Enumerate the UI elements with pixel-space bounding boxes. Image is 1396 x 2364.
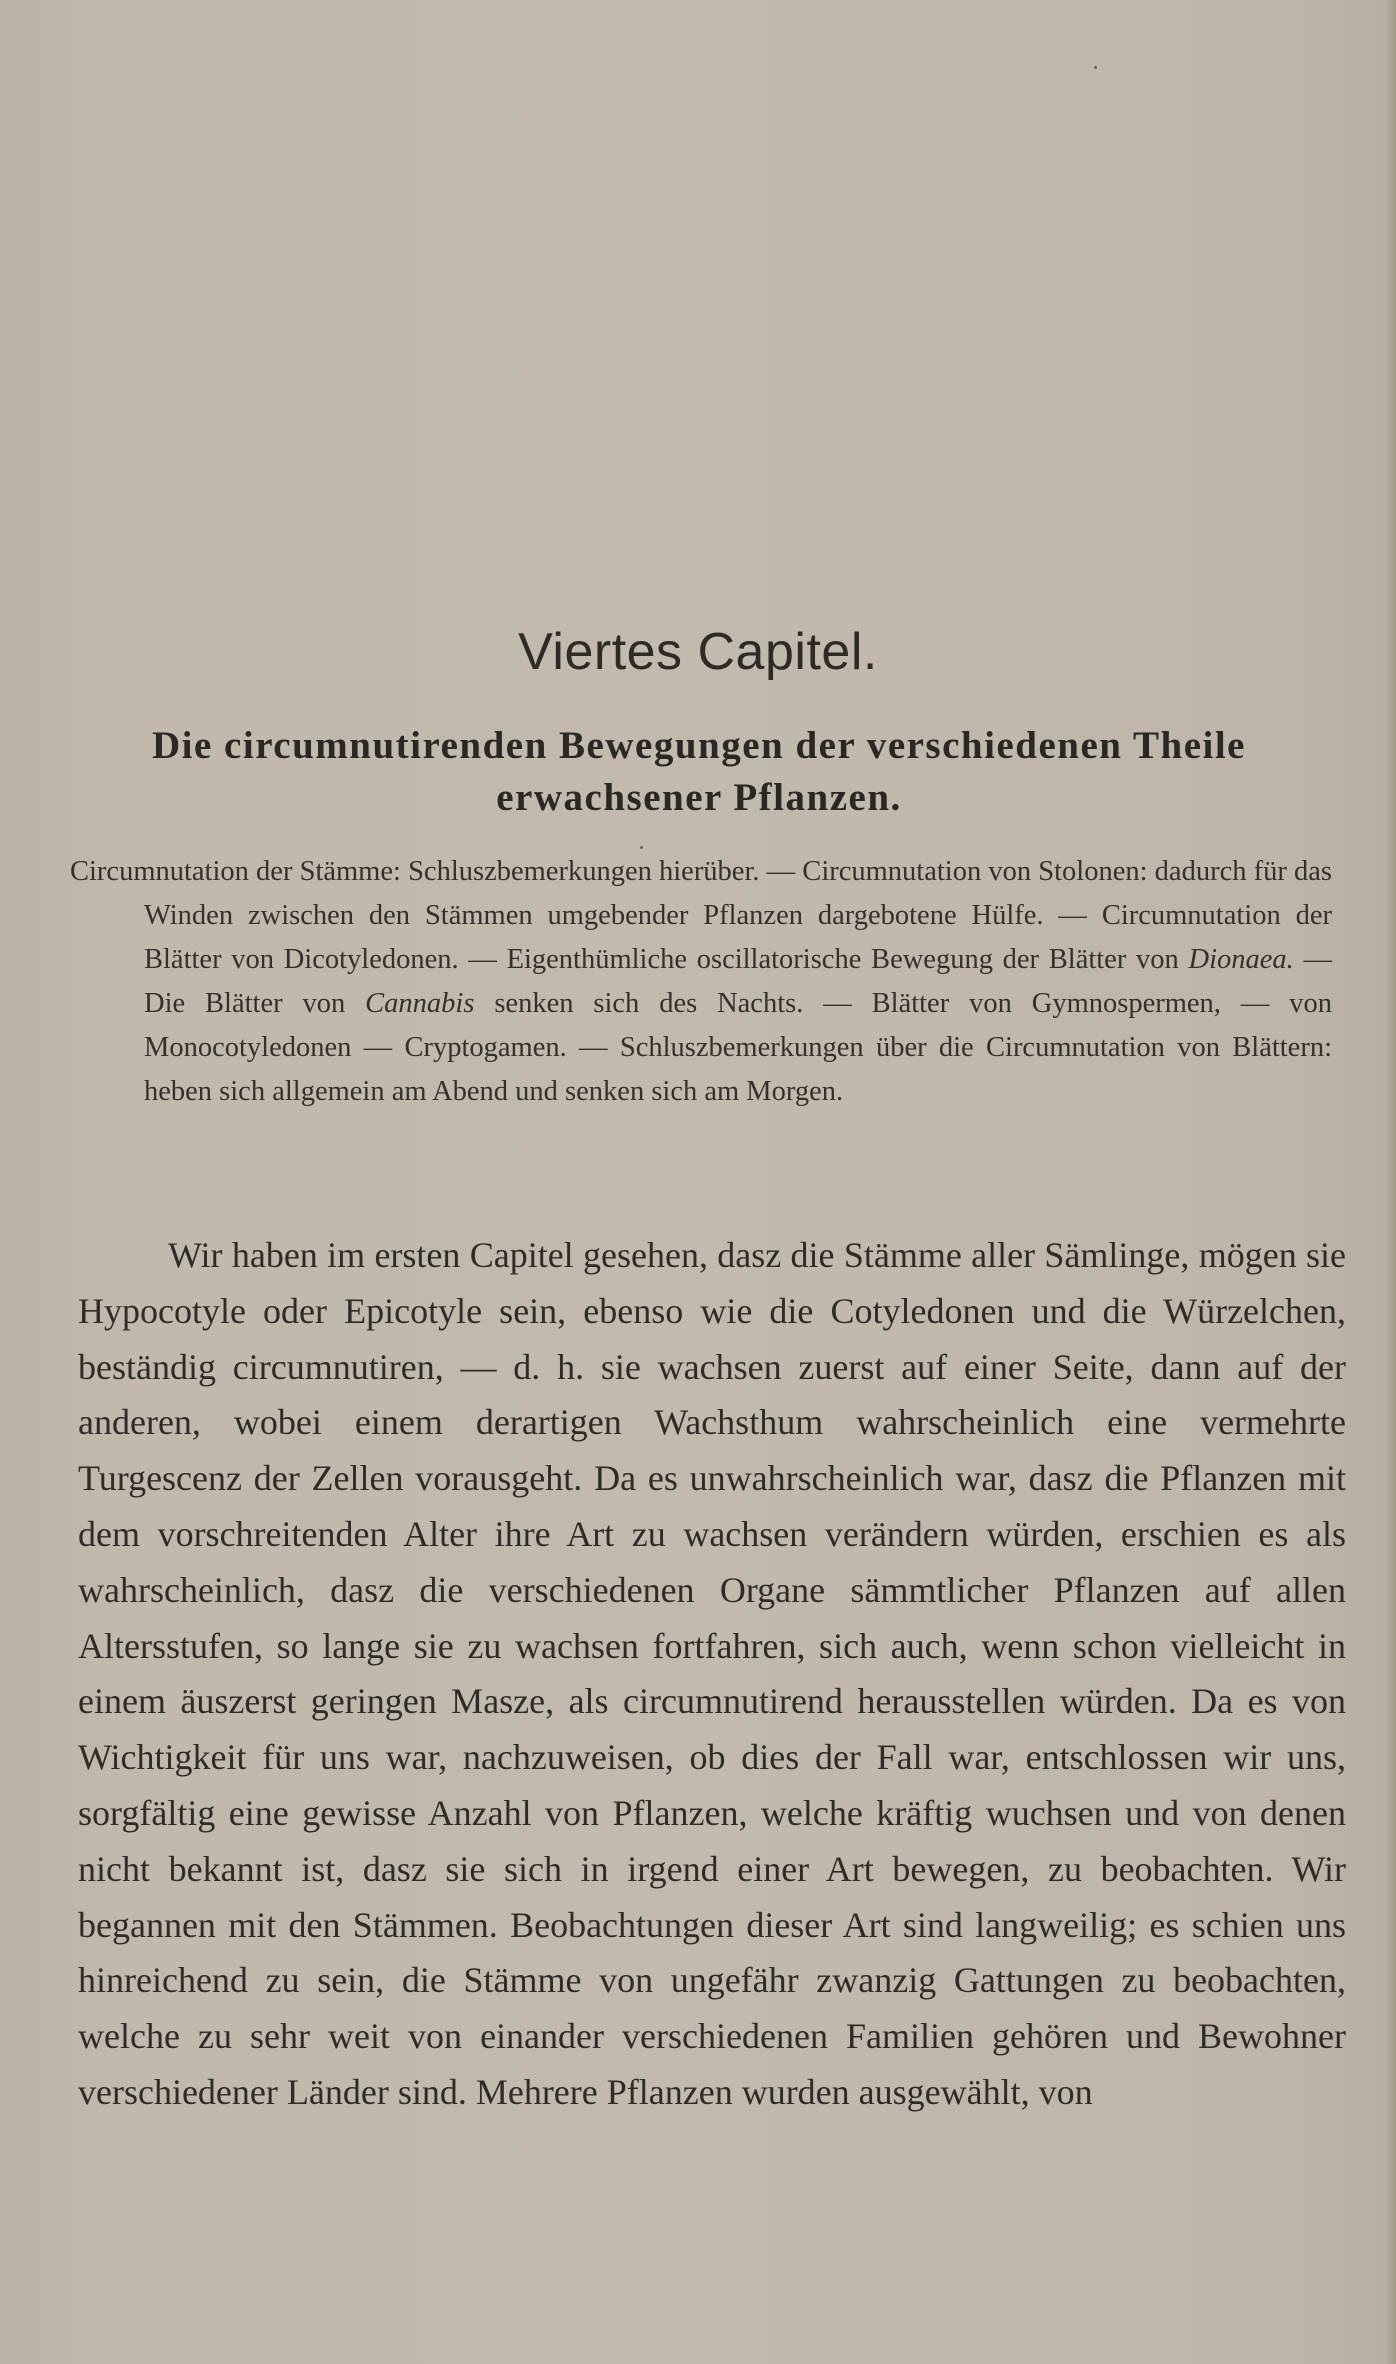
paper-speck (1094, 66, 1097, 69)
page-edge-shadow (1386, 0, 1396, 2364)
body-paragraph: Wir haben im ersten Capitel gesehen, dasz die Stämme aller Sämlinge, mögen sie Hypocotyle oder Epicotyle sein, ebenso wie die Cotyledonen und die Würzelchen, beständig circumnutiren, — d. h. sie wachsen zuerst auf einer Seite, dann auf der anderen, wobei einem derartigen Wachsthum wahrscheinlich eine vermehrte Turgescenz der Zellen vorausgeht. Da es unwahrscheinlich war, dasz die Pflanzen mit dem vorschreitenden Alter ihre Art zu wachsen verändern würden, erschien es als wahrscheinlich, dasz die verschiedenen Organe sämmtlicher Pflanzen auf allen Altersstufen, so lange sie zu wachsen fortfahren, sich auch, wenn schon vielleicht in einem äuszerst geringen Masze, als circumnutirend herausstellen würden. Da es von Wichtigkeit für uns war, nachzuweisen, ob dies der Fall war, entschlossen wir uns, sorgfältig eine gewisse Anzahl von Pflanzen, welche kräftig wuchsen und von denen nicht bekannt ist, dasz sie sich in irgend einer Art bewegen, zu beobachten. Wir begannen mit den Stämmen. Beobachtungen dieser Art sind langweilig; es schien uns hinreichend zu sein, die Stämme von ungefähr zwanzig Gattungen zu beobachten, welche zu sehr weit von einander verschiedenen Familien gehören und Bewohner verschiedener Länder sind. Mehrere Pflanzen wurden ausgewählt, von (78, 1235, 1346, 2112)
chapter-title: Viertes Capitel. (518, 623, 878, 681)
summary-text-3: senken sich des Nachts. — Blätter von Gymnospermen, — von Monocotyledonen — Cryptogamen. — Schluszbemerkungen über die Circumnutation von Blättern: heben sich allgemein am Abend und senken sich am Morgen. (144, 988, 1332, 1107)
chapter-summary (70, 850, 1332, 1114)
summary-text-2: — Die Blätter von (144, 944, 1332, 1019)
chapter-subtitle: Die circumnutirenden Bewegungen der verschiedenen Theile erwachsener Pflanzen. (151, 724, 1246, 819)
summary-italic-dionaea: Dionaea. (1188, 944, 1294, 975)
summary-italic-cannabis: Cannabis (365, 988, 475, 1019)
paper-speck (640, 846, 643, 849)
summary-text-1: Circumnutation der Stämme: Schluszbemerkungen hierüber. — Circumnutation von Stolonen: dadurch für das Winden zwischen den Stämmen umgebender Pflanzen dargebotene Hülfe. — Circumnutation der Blätter von Dicotyledonen. — Eigenthümliche oscillatorische Bewegung der Blätter von (70, 856, 1332, 975)
